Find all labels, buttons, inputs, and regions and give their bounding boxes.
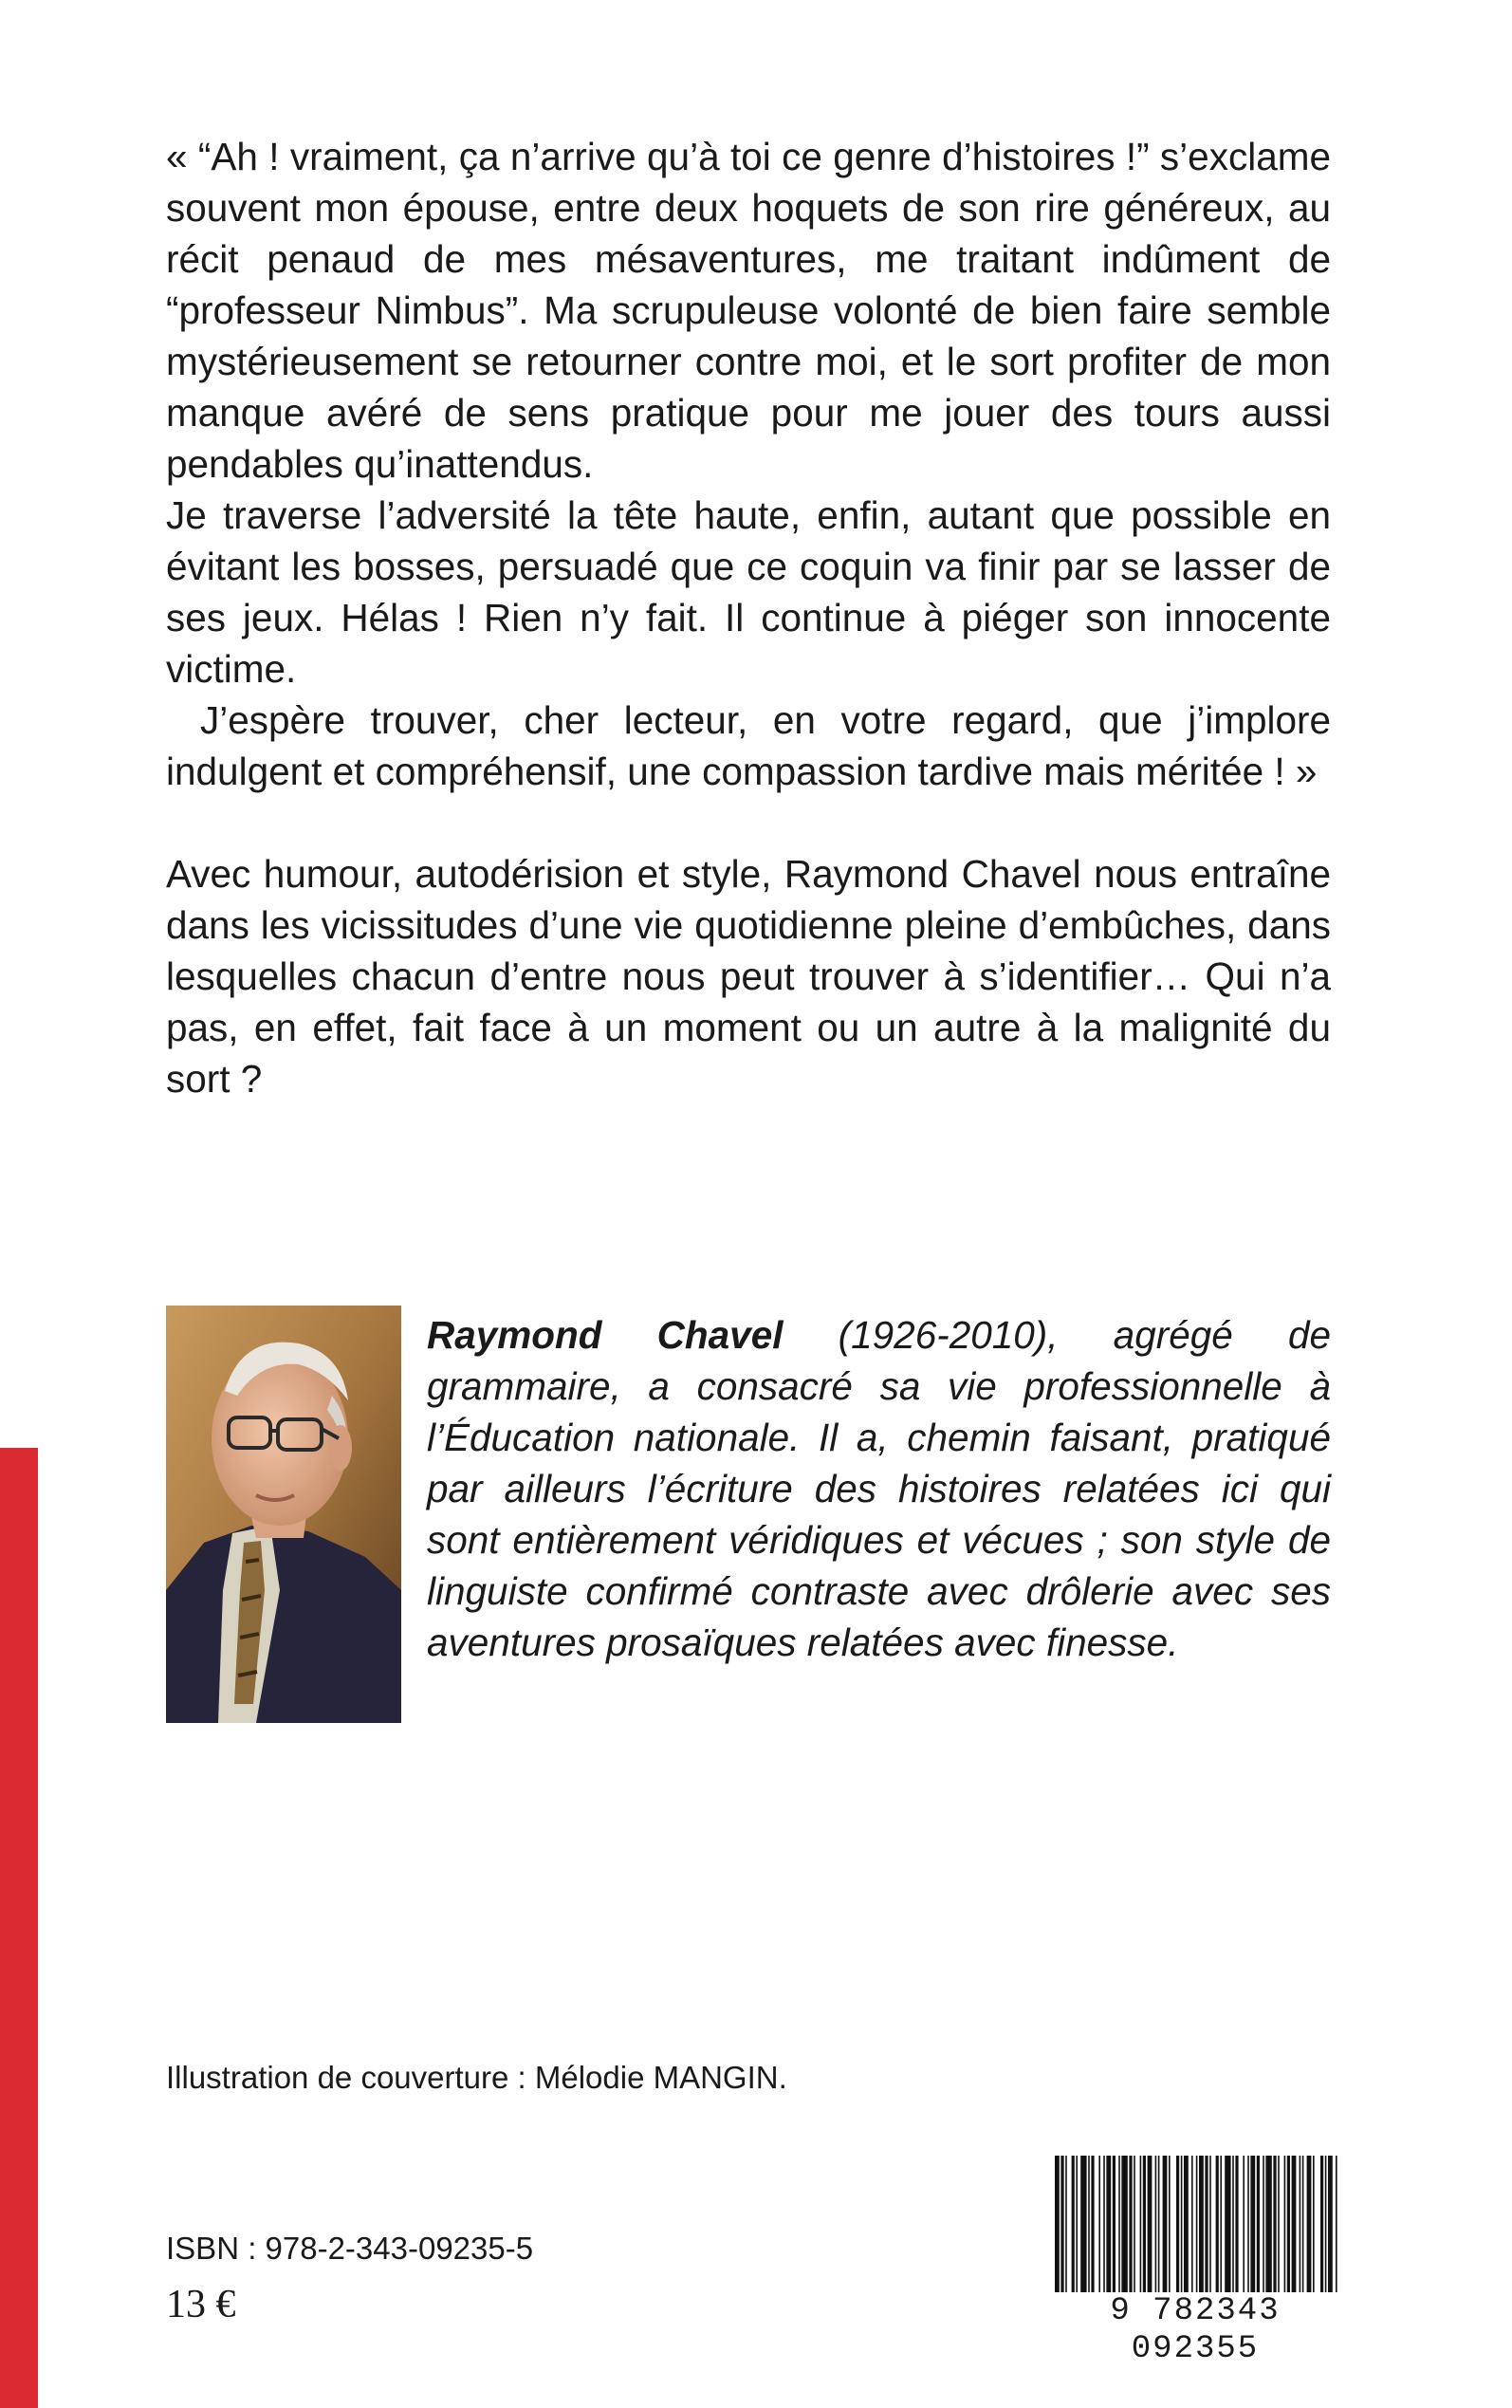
barcode-bar bbox=[1313, 2156, 1315, 2298]
barcode-bar bbox=[1292, 2156, 1297, 2298]
barcode-bar bbox=[1300, 2156, 1301, 2298]
barcode-bar bbox=[1257, 2156, 1260, 2298]
barcode-bar bbox=[1216, 2156, 1219, 2298]
barcode-bar bbox=[1328, 2156, 1333, 2298]
barcode-bar bbox=[1220, 2156, 1222, 2298]
barcode-bar bbox=[1143, 2156, 1146, 2298]
barcode-bar bbox=[1278, 2156, 1280, 2298]
barcode-bar bbox=[1118, 2156, 1120, 2298]
barcode-bar bbox=[1140, 2156, 1142, 2298]
price: 13 € bbox=[166, 2283, 236, 2326]
author-bio bbox=[427, 1309, 1331, 1668]
barcode-bar bbox=[1106, 2156, 1111, 2298]
author-photo bbox=[166, 1306, 401, 1723]
blurb-paragraph-2: Je traverse l’adversité la tête haute, enfin, autant que possible en évitant les bosses, persuadé que ce coquin va finir par se lasser de ses jeux. Hélas ! Rien n’y fait. Il continue à piéger son innocente victime. bbox=[166, 493, 1331, 691]
barcode bbox=[1043, 2156, 1347, 2367]
blurb-paragraph-3: J’espère trouver, cher lecteur, en votre regard, que j’implore indulgent et compréhensif, une compassion tardive mais méritée ! » bbox=[166, 698, 1331, 793]
barcode-bar bbox=[1284, 2156, 1286, 2298]
barcode-bar bbox=[1320, 2156, 1323, 2298]
barcode-bar bbox=[1325, 2156, 1327, 2298]
barcode-bar bbox=[1098, 2156, 1100, 2298]
barcode-bar bbox=[1243, 2156, 1245, 2298]
barcode-bar bbox=[1209, 2156, 1211, 2298]
barcode-bar bbox=[1148, 2156, 1152, 2298]
barcode-bar bbox=[1225, 2156, 1230, 2298]
barcode-bar bbox=[1196, 2156, 1198, 2298]
barcode-bars bbox=[1043, 2156, 1347, 2298]
barcode-bar bbox=[1169, 2156, 1171, 2298]
barcode-bar bbox=[1088, 2156, 1090, 2298]
barcode-digits: 9 782343 092355 bbox=[1043, 2292, 1347, 2368]
barcode-bar bbox=[1287, 2156, 1290, 2298]
barcode-bar bbox=[1060, 2156, 1063, 2298]
barcode-bar bbox=[1155, 2156, 1157, 2298]
barcode-bar bbox=[1072, 2156, 1075, 2298]
cover-illustration-credit: Illustration de couverture : Mélodie MANGIN. bbox=[166, 2060, 787, 2095]
barcode-bar bbox=[1191, 2156, 1193, 2298]
barcode-bar bbox=[1273, 2156, 1276, 2298]
blurb-paragraph-4: Avec humour, autodérision et style, Raymond Chavel nous entraîne dans les vicissitudes d’une vie quotidienne pleine d’embûches, dans lesquelles chacun d’entre nous peut trouver à s’identifier… Qui n’a pas, en effet, fait face à un moment ou un autre à la malignité du sort ? bbox=[166, 852, 1331, 1101]
barcode-bar bbox=[1265, 2156, 1271, 2298]
barcode-bar bbox=[1184, 2156, 1189, 2298]
barcode-bar bbox=[1113, 2156, 1116, 2298]
barcode-bar bbox=[1055, 2156, 1060, 2298]
author-name: Raymond Chavel bbox=[427, 1313, 784, 1357]
barcode-bar bbox=[1199, 2156, 1204, 2298]
barcode-bar bbox=[1235, 2156, 1238, 2298]
red-accent-band bbox=[0, 1448, 38, 2408]
barcode-bar bbox=[1134, 2156, 1135, 2298]
author-bio-text: (1926-2010), agrégé de grammaire, a consacré sa vie professionnelle à l’Éducation nationale. Il a, chemin faisant, pratiqué par ailleurs l’écriture des histoires relatées ici qui sont entièrement véridiques et vécues ; son style de linguiste confirmé contraste avec drôlerie avec ses aventures prosaïques relatées avec finesse. bbox=[427, 1313, 1331, 1664]
blurb-paragraph-1: « “Ah ! vraiment, ça n’arrive qu’à toi ce genre d’histoires !” s’exclame souvent mon épouse, entre deux hoquets de son rire généreux, au récit penaud de mes mésaventures, me traitant indûment de “professeur Nimbus”. Ma scrupuleuse volonté de bien faire semble mystérieusement se retourner contre moi, et le sort profiter de mon manque avéré de sens pratique pour me jouer des tours aussi pendables qu’inattendus. bbox=[166, 135, 1331, 486]
barcode-bar bbox=[1247, 2156, 1249, 2298]
isbn: ISBN : 978-2-343-09235-5 bbox=[166, 2231, 534, 2266]
barcode-bar bbox=[1205, 2156, 1208, 2298]
barcode-bar bbox=[1076, 2156, 1078, 2298]
barcode-bar bbox=[1091, 2156, 1094, 2298]
barcode-bar bbox=[1065, 2156, 1067, 2298]
barcode-bar bbox=[1121, 2156, 1127, 2298]
barcode-bar bbox=[1158, 2156, 1160, 2298]
barcode-bar bbox=[1129, 2156, 1132, 2298]
barcode-bar bbox=[1307, 2156, 1312, 2298]
barcode-bar bbox=[1336, 2156, 1337, 2298]
barcode-bar bbox=[1232, 2156, 1234, 2298]
back-cover-blurb bbox=[166, 131, 1331, 1104]
barcode-bar bbox=[1181, 2156, 1183, 2298]
barcode-bar bbox=[1176, 2156, 1179, 2298]
barcode-bar bbox=[1250, 2156, 1255, 2298]
barcode-bar bbox=[1163, 2156, 1168, 2298]
barcode-bar bbox=[1080, 2156, 1086, 2298]
barcode-bar bbox=[1302, 2156, 1304, 2298]
barcode-bar bbox=[1263, 2156, 1264, 2298]
barcode-bar bbox=[1103, 2156, 1105, 2298]
